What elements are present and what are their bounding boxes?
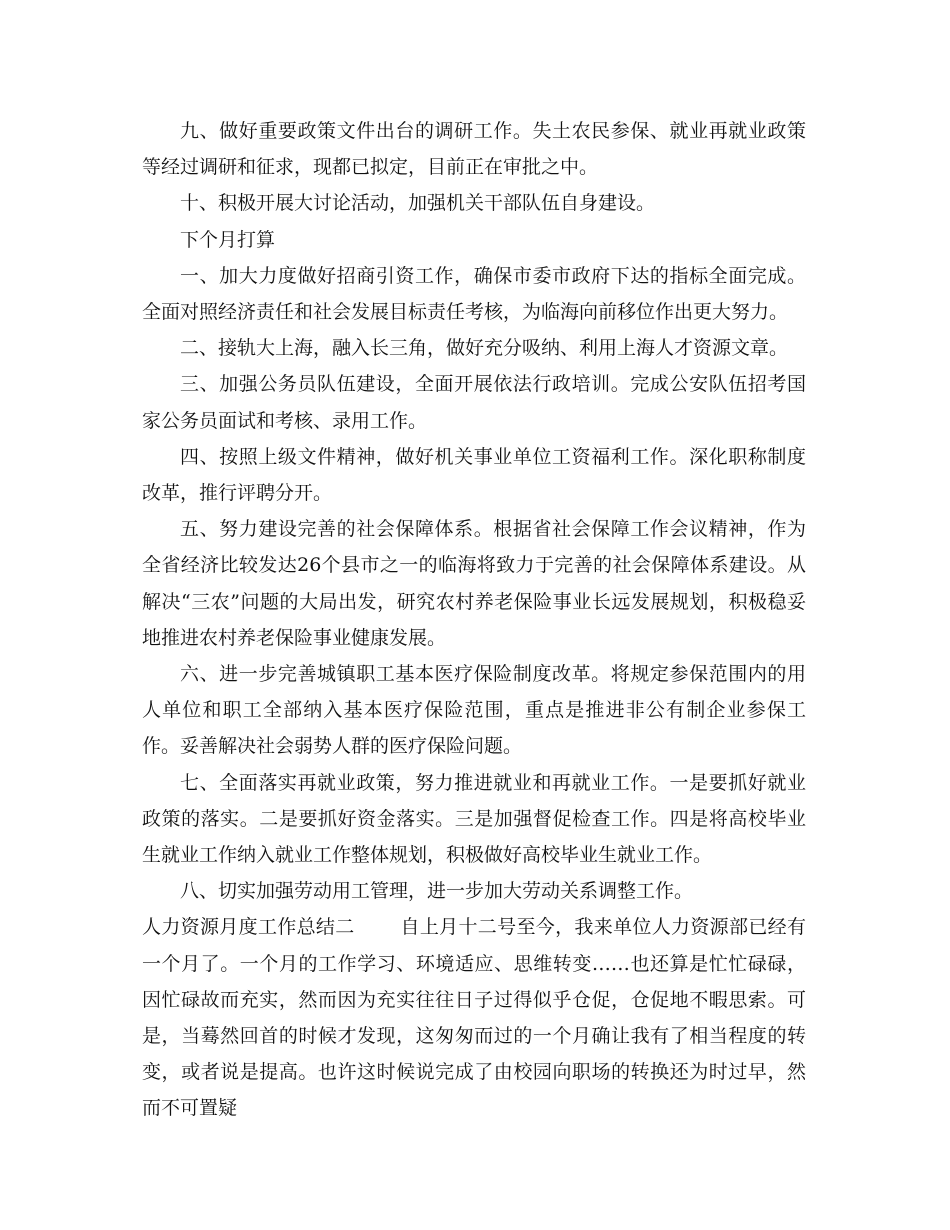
paragraph-plan-4: 四、按照上级文件精神，做好机关事业单位工资福利工作。深化职称制度改革，推行评聘分开。 (142, 445, 806, 505)
paragraph-plan-1: 一、加大力度做好招商引资工作，确保市委市政府下达的指标全面完成。全面对照经济责任和社会发展目标责任考核，为临海向前移位作出更大努力。 (142, 264, 806, 324)
paragraph-plan-8: 八、切实加强劳动用工管理，进一步加大劳动关系调整工作。 (180, 880, 694, 903)
paragraph-plan-6: 六、进一步完善城镇职工基本医疗保险制度改革。将规定参保范围内的用人单位和职工全部纳入基本医疗保险范围，重点是推进非公有制企业参保工作。妥善解决社会弱势人群的医疗保险问题。 (142, 663, 806, 758)
paragraph-plan-5: 五、努力建设完善的社会保障体系。根据省社会保障工作会议精神，作为全省经济比较发达26个县市之一的临海将致力于完善的社会保障体系建设。从解决“三农”问题的大局出发，研究农村养老保险事业长远发展规划，积极稳妥地推进农村养老保险事业健康发展。 (142, 518, 806, 649)
paragraph-item-9: 九、做好重要政策文件出台的调研工作。失土农民参保、就业再就业政策等经过调研和征求，现都已拟定，目前正在审批之中。 (142, 120, 806, 179)
summary-title: 人力资源月度工作总结二 (142, 916, 355, 939)
document-body (142, 113, 806, 1127)
paragraph-item-10: 十、积极开展大讨论活动，加强机关干部队伍自身建设。 (180, 192, 656, 215)
paragraph-plan-7: 七、全面落实再就业政策，努力推进就业和再就业工作。一是要抓好就业政策的落实。二是要抓好资金落实。三是加强督促检查工作。四是将高校毕业生就业工作纳入就业工作整体规划，积极做好高校毕业生就业工作。 (142, 771, 806, 867)
paragraph-plan-3: 三、加强公务员队伍建设，全面开展依法行政培训。完成公安队伍招考国家公务员面试和考核、录用工作。 (142, 373, 806, 432)
summary-body: 自上月十二号至今，我来单位人力资源部已经有一个月了。一个月的工作学习、环境适应、思维转变……也还算是忙忙碌碌，因忙碌故而充实，然而因为充实往往日子过得似乎仓促，仓促地不暇思索。可是，当蓦然回首的时候才发现，这匆匆而过的一个月确让我有了相当程度的转变，或者说是提高。也许这时候说完成了由校园向职场的转换还为时过早，然而不可置疑 (142, 916, 806, 1120)
summary-section (142, 909, 806, 1126)
paragraph-plan-2: 二、接轨大上海，融入长三角，做好充分吸纳、利用上海人才资源文章。 (180, 337, 789, 360)
next-month-plan-heading: 下个月打算 (180, 228, 276, 251)
